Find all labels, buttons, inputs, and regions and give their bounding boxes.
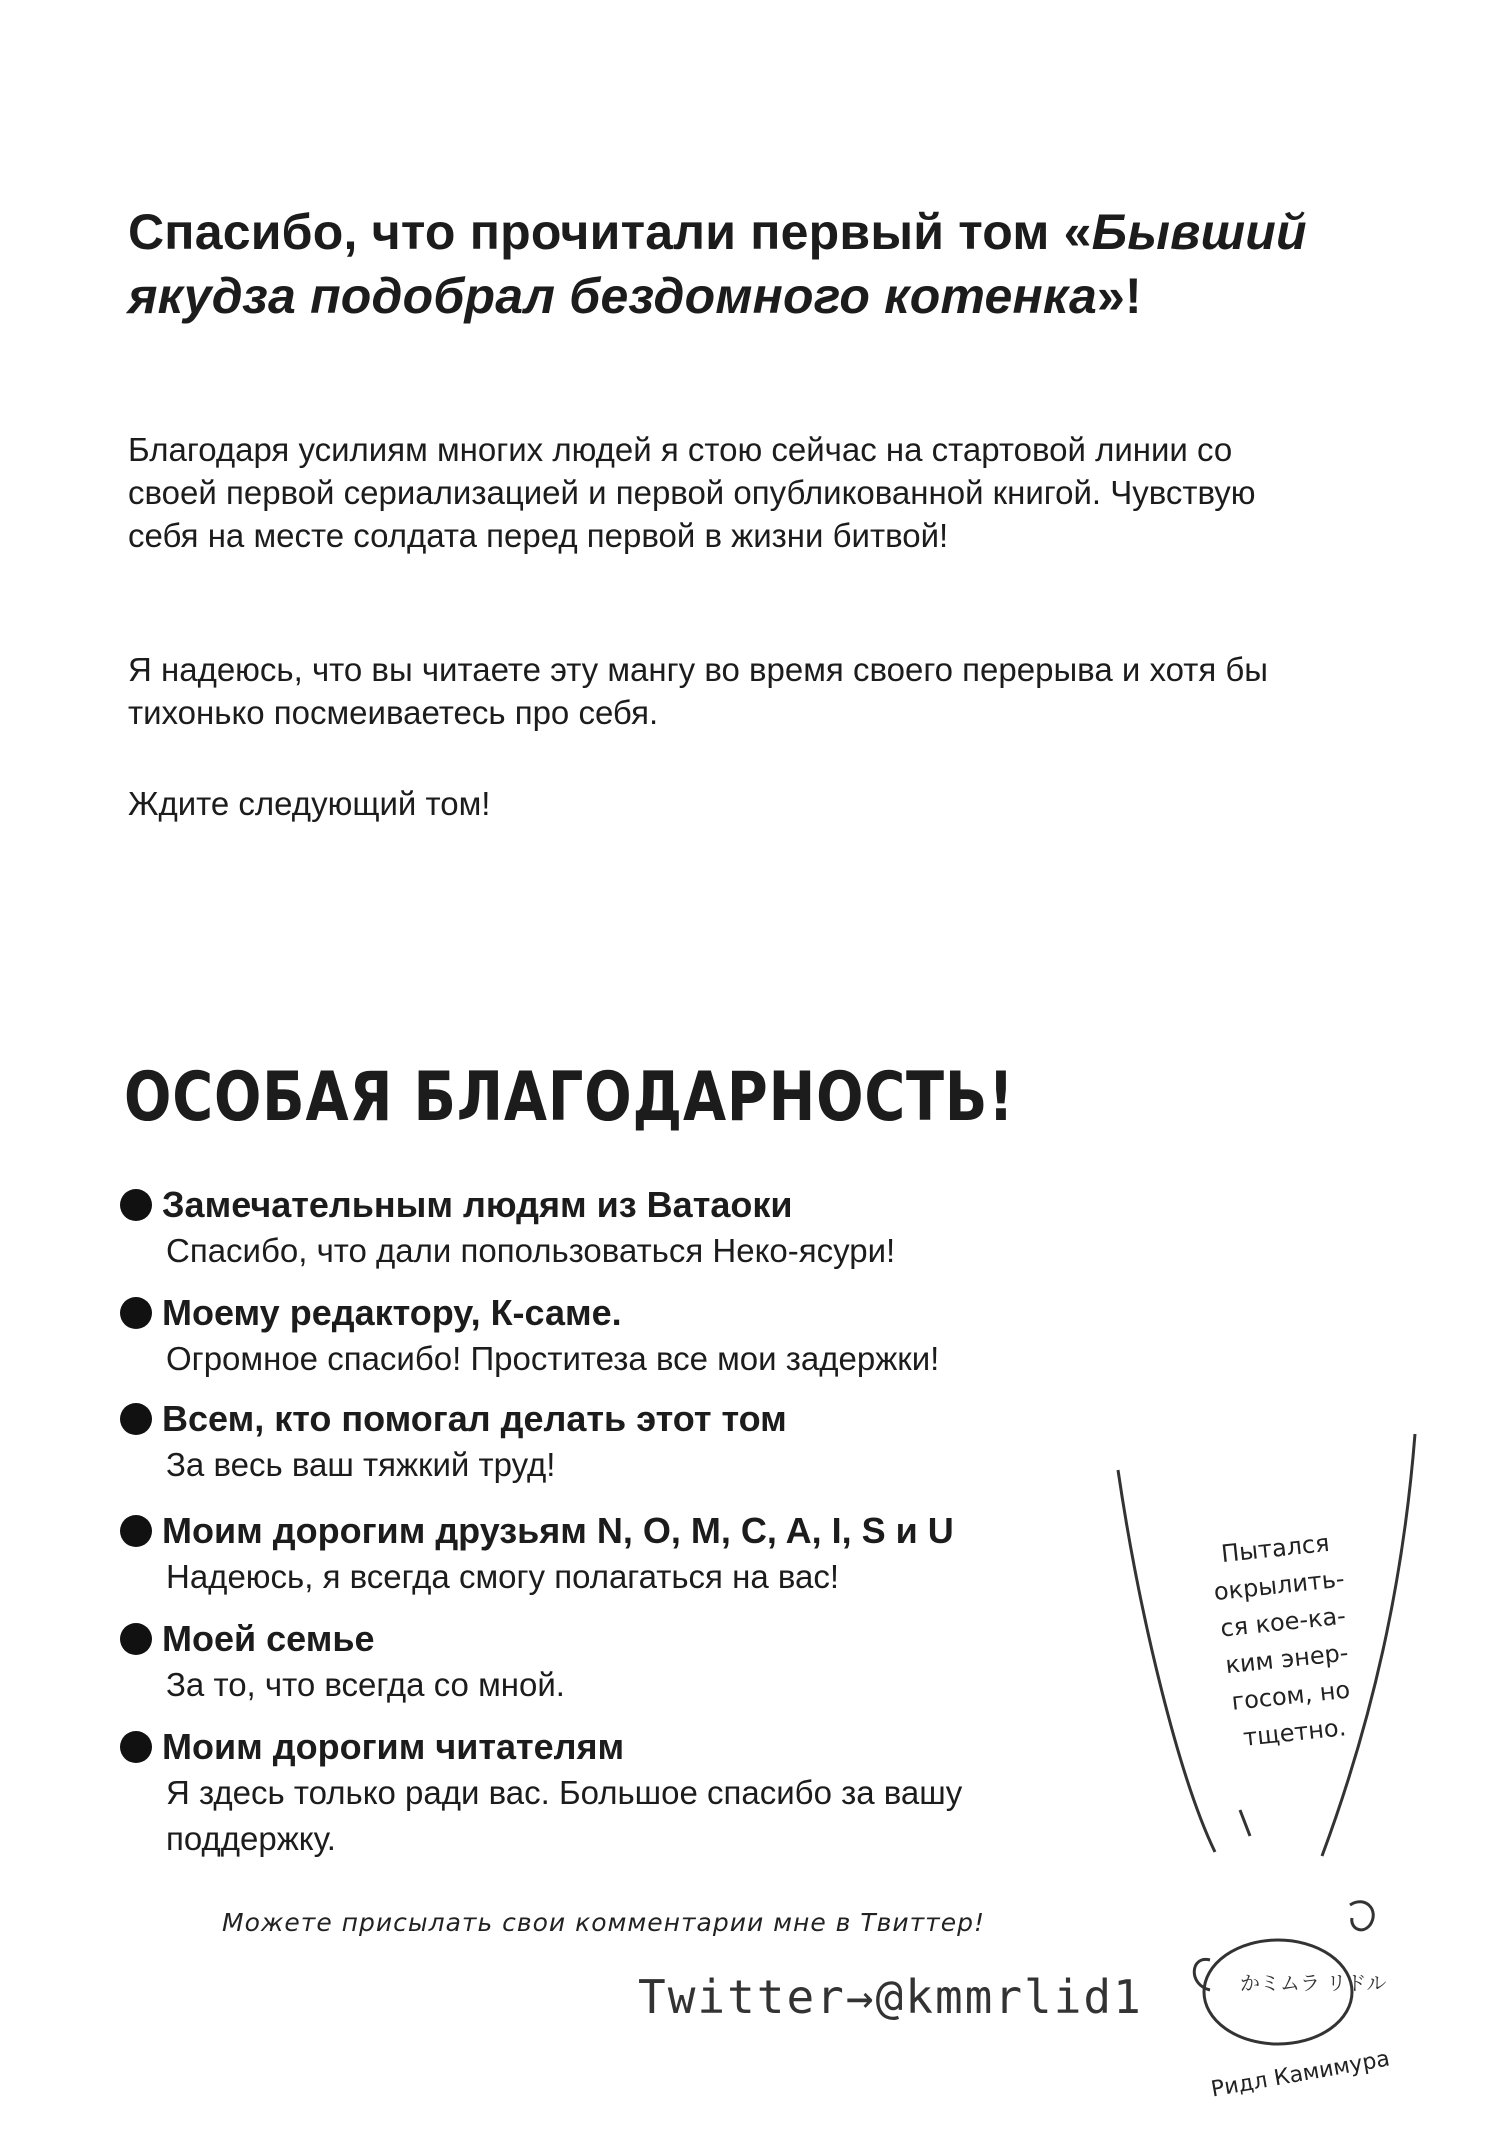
thanks-item-message: Я здесь только ради вас. Большое спасибо за вашу поддержку. [166,1774,963,1857]
note-line: Пытался [1219,1528,1331,1569]
heading-prefix: Спасибо, что прочитали первый том « [128,204,1092,260]
author-doodle-curl [1350,1902,1373,1930]
thanks-item-message: Огромное спасибо! Проститеза все мои задержки! [166,1340,940,1377]
paragraph-next-volume: Ждите следующий том! [128,785,491,822]
paragraph-reading: Я надеюсь, что вы читаете эту мангу во время своего перерыва и хотя бы тихонько посмеиваетесь про себя. [128,651,1268,731]
note-line: ся кое-ка- [1219,1601,1347,1643]
twitter-handle: Twitter→@kmmrlid1 [638,1970,1143,2024]
author-doodle-signature: かミムラ リドル [1240,1971,1387,1995]
paragraph-effort: Благодаря усилиям многих людей я стою сейчас на стартовой линии со своей первой сериализацией и первой опубликованной книгой. Чувствую себя на месте солдата перед первой в жизни битвой! [128,431,1256,554]
author-name: Ридл Камимура [1209,2046,1392,2103]
contact-text: Можете присылать свои комментарии мне в Твиттер! [222,1908,986,1937]
thanks-item-title: Замечательным людям из Ватаоки [162,1184,793,1225]
thanks-item-title: Моему редактору, К-саме. [162,1292,622,1333]
thanks-item-title: Моим дорогим друзьям N, O, M, C, A, I, S и U [162,1510,954,1551]
thanks-item-title: Моим дорогим читателям [162,1726,625,1767]
thanks-item-message: За весь ваш тяжкий труд! [166,1446,556,1483]
heading-suffix: »! [1097,268,1142,324]
note-line: госом, но [1230,1675,1352,1716]
handwritten-note [1179,1521,1391,1762]
note-line: ким энер- [1224,1638,1350,1680]
note-line: тщетно. [1241,1713,1348,1752]
thanks-item-message: Спасибо, что дали попользоваться Неко-ясури! [166,1232,896,1269]
note-line: окрылить- [1212,1564,1346,1607]
thanks-item-title: Всем, кто помогал делать этот том [162,1398,787,1439]
special-thanks-heading: ОСОБАЯ БЛАГОДАРНОСТЬ! [124,1058,1015,1137]
thanks-item-message: Надеюсь, я всегда смогу полагаться на вас! [166,1558,840,1595]
thanks-item-message: За то, что всегда со мной. [166,1666,565,1703]
thanks-item-title: Моей семье [162,1618,375,1659]
manga-title: Бывший якудза подобрал бездомного котенка [128,204,1307,324]
bubble-tick [1240,1810,1250,1836]
